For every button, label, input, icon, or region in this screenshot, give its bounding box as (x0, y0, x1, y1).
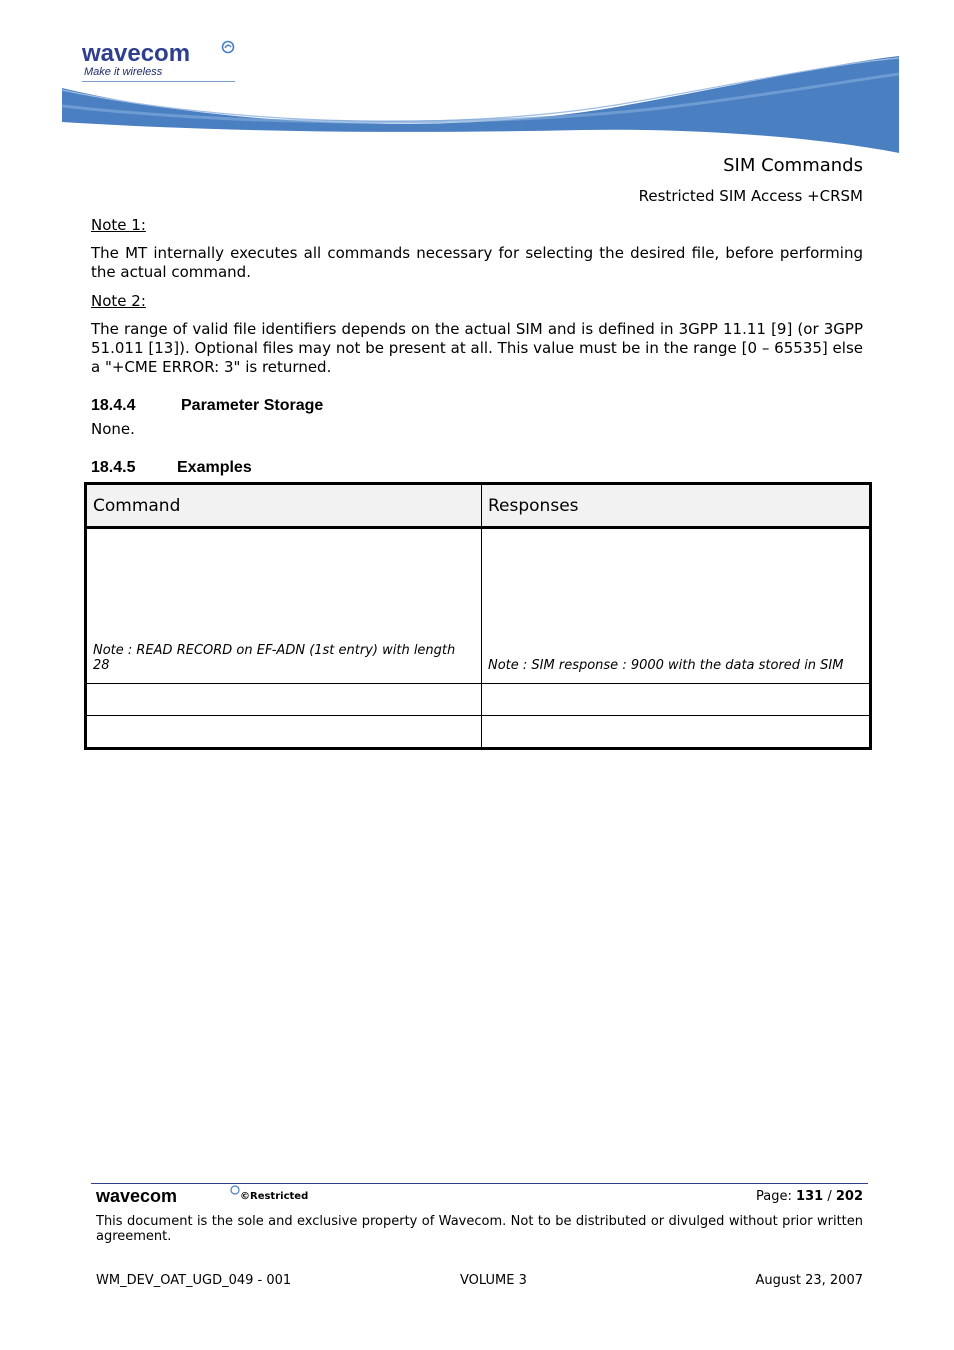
page-number (756, 1189, 863, 1204)
restricted-label: ©Restricted (240, 1191, 309, 1202)
heading-number: 18.4.4 (91, 397, 136, 414)
command-cell (86, 684, 482, 716)
logo-tagline: Make it wireless (84, 66, 163, 78)
note2-text: The range of valid file identifiers depends on the actual SIM and is defined in 3GPP 11.11 [9] (or 3GPP 51.011 [13]). Optional files may not be present at all. This value must be in the range [0 – 65535] else a "+CME ERROR: 3" is returned. (91, 320, 863, 376)
header-wave-graphic (62, 56, 899, 156)
document-date: August 23, 2007 (755, 1273, 863, 1288)
table-row (86, 716, 871, 749)
wavecom-logo: wavecom (82, 40, 191, 67)
table-row (86, 528, 871, 684)
section-title: SIM Commands (723, 155, 863, 176)
column-header-responses: Responses (482, 484, 871, 528)
heading-parameter-storage (91, 397, 323, 415)
logo-swirl-icon (221, 40, 235, 54)
document-reference: WM_DEV_OAT_UGD_049 - 001 (96, 1273, 292, 1288)
note1-text: The MT internally executes all commands necessary for selecting the desired file, before performing the actual command. (91, 244, 863, 281)
volume-label: VOLUME 3 (460, 1273, 527, 1288)
page-total: 202 (835, 1189, 863, 1204)
heading-examples (91, 459, 252, 477)
page-separator: / (827, 1189, 832, 1204)
column-header-command: Command (86, 484, 482, 528)
table-header-row (86, 484, 871, 528)
footer-logo-swirl-icon (230, 1185, 240, 1195)
response-cell: Note : SIM response : 9000 with the data stored in SIM (482, 528, 871, 684)
note2-label: Note 2: (91, 292, 146, 310)
footer-wavecom-logo: wavecom (96, 1186, 178, 1206)
section-subtitle: Restricted SIM Access +CRSM (638, 187, 863, 205)
confidentiality-notice: This document is the sole and exclusive property of Wavecom. Not to be distributed or divulged without prior written agreement. (96, 1214, 863, 1244)
response-cell (482, 716, 871, 749)
command-cell: Note : READ RECORD on EF-ADN (1st entry) with length 28 (86, 528, 482, 684)
heading-title: Parameter Storage (181, 397, 324, 414)
heading-number: 18.4.5 (91, 459, 136, 476)
page-current: 131 (796, 1189, 824, 1204)
table-row (86, 684, 871, 716)
examples-table (84, 482, 872, 750)
heading-title: Examples (177, 459, 252, 476)
note1-label: Note 1: (91, 216, 146, 234)
parameter-storage-text: None. (91, 420, 135, 438)
command-cell (86, 716, 482, 749)
footer-divider (91, 1183, 868, 1184)
response-cell (482, 684, 871, 716)
page-label: Page: (756, 1189, 792, 1204)
